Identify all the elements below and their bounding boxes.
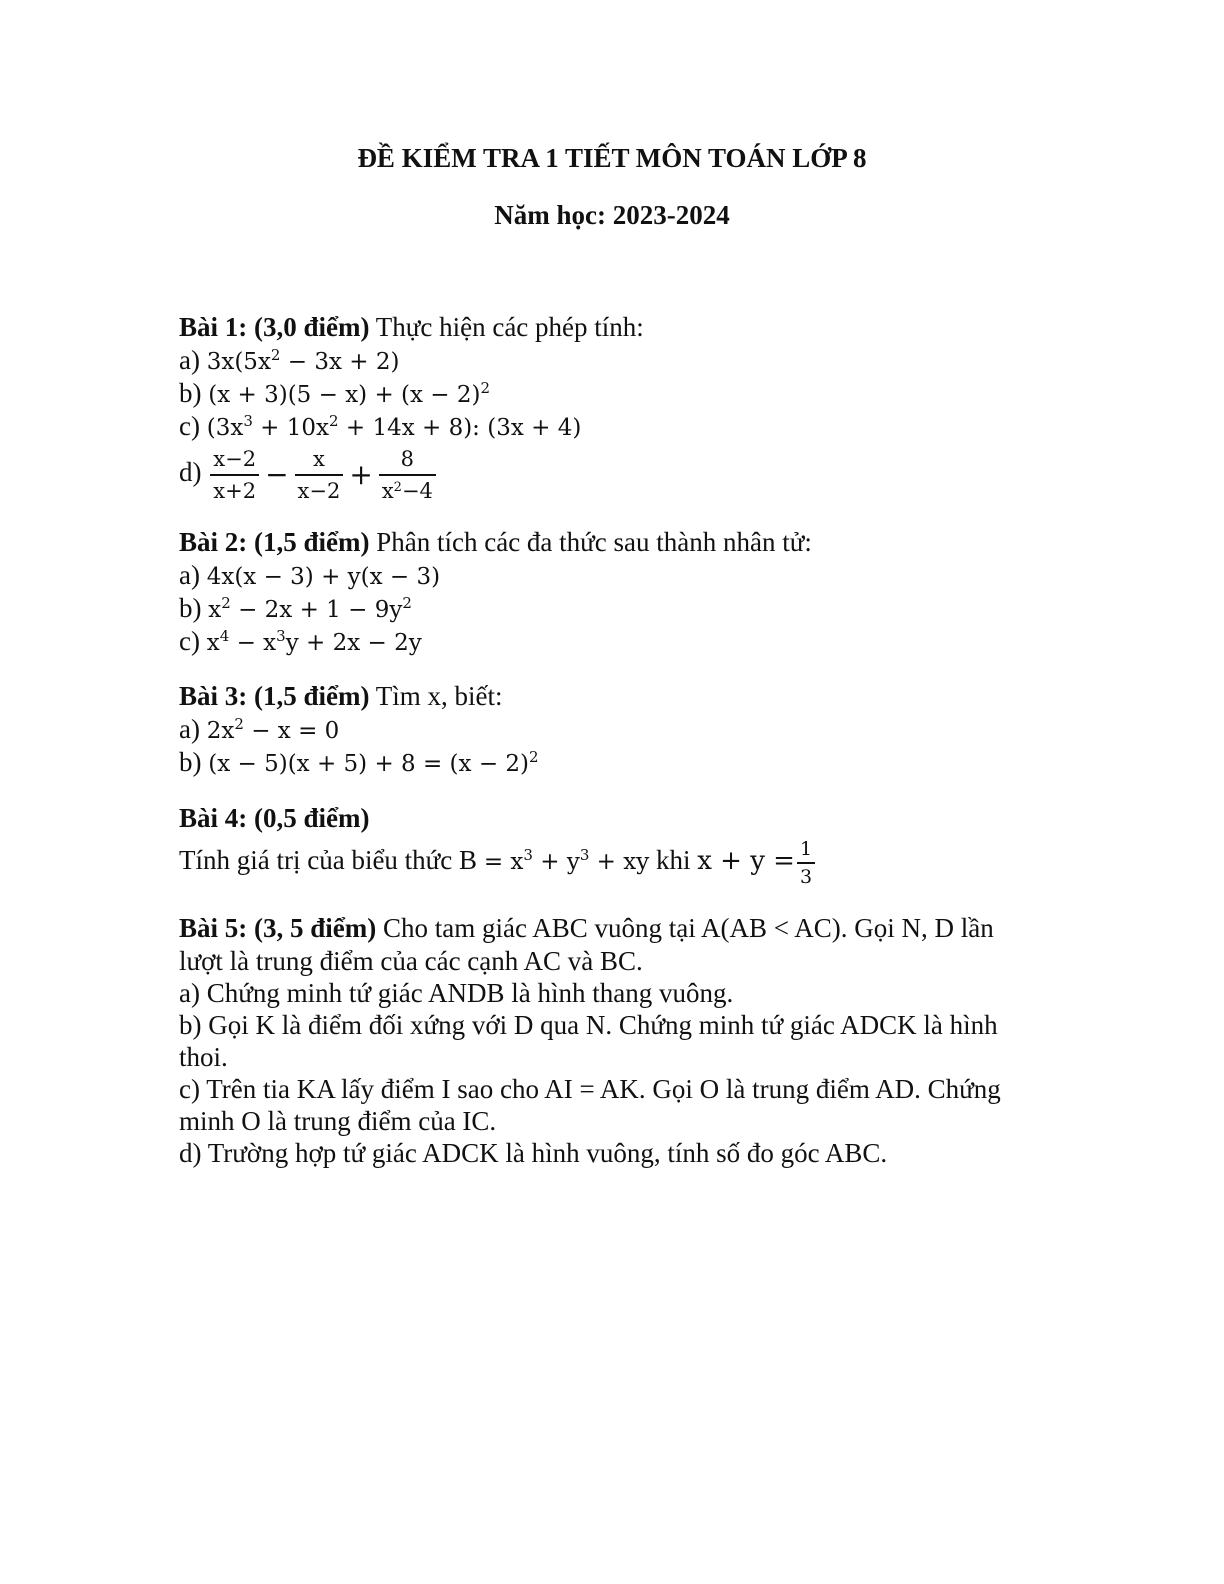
item-label: d) bbox=[179, 457, 209, 487]
bai5-item-b: b) Gọi K là điểm đối xứng với D qua N. Chứng minh tứ giác ADCK là hình bbox=[179, 1010, 998, 1040]
expression: $x^4 - x^3y + 2x - 2y$ bbox=[206, 627, 422, 656]
expression: $3x(5x^2 - 3x + 2)$ bbox=[206, 346, 400, 375]
bai5-score: (3, 5 điểm) bbox=[247, 913, 377, 943]
bai1-item-b bbox=[179, 377, 490, 411]
school-year: Năm học: 2023-2024 bbox=[494, 200, 730, 230]
expression: = $x^3 + y^3$ + xy bbox=[483, 846, 650, 875]
bai5-item-c: c) Trên tia KA lấy điểm I sao cho AI = AK. Gọi O là trung điểm AD. Chứng bbox=[179, 1074, 1001, 1104]
item-label: b) bbox=[179, 593, 209, 623]
fraction: $\frac{1}{3}$ bbox=[797, 838, 815, 888]
fraction: $\frac{x}{x-2}$ bbox=[295, 446, 344, 504]
expression: $(x - 5)(x + 5) + 8 = (x - 2)^2$ bbox=[208, 748, 539, 777]
bai1-item-c bbox=[179, 410, 581, 444]
bai3-heading-line bbox=[179, 680, 502, 712]
text: Tính giá trị của biểu thức B bbox=[179, 845, 484, 875]
text: khi bbox=[649, 845, 698, 875]
fraction: $\frac{8}{x^2-4}$ bbox=[379, 446, 436, 504]
item-label: c) bbox=[179, 626, 207, 656]
bai3-prompt: Tìm x, biết: bbox=[369, 681, 503, 711]
text: Cho tam giác ABC vuông tại A(AB < AC). Gọi N, D lần bbox=[376, 913, 994, 943]
fraction: $\frac{x-2}{x+2}$ bbox=[210, 446, 259, 504]
item-label: b) bbox=[179, 747, 209, 777]
expression: $x^2 - 2x + 1 - 9y^2$ bbox=[208, 594, 412, 623]
expression: $2x^2 - x = 0$ bbox=[206, 715, 340, 744]
item-label: b) bbox=[179, 378, 209, 408]
expression: $(x + 3)(5 - x) + (x - 2)^2$ bbox=[208, 379, 491, 408]
bai2-prompt: Phân tích các đa thức sau thành nhân tử: bbox=[369, 527, 812, 557]
plus-operator: + bbox=[349, 457, 373, 491]
bai5-item-c-cont: minh O là trung điểm của IC. bbox=[179, 1106, 497, 1136]
bai1-heading-line bbox=[179, 311, 644, 343]
item-label: a) bbox=[179, 345, 207, 375]
bai3-heading: Bài 3: (1,5 điểm) bbox=[179, 681, 370, 711]
bai2-item-b bbox=[179, 592, 412, 626]
item-label: a) bbox=[179, 560, 207, 590]
item-label: a) bbox=[179, 714, 207, 744]
bai1-prompt: Thực hiện các phép tính: bbox=[369, 312, 644, 342]
condition: x + y = bbox=[697, 846, 795, 876]
bai4-heading: Bài 4: (0,5 điểm) bbox=[179, 803, 370, 833]
expression: 4x(x − 3) + y(x − 3) bbox=[206, 564, 441, 590]
item-label: c) bbox=[179, 411, 207, 441]
bai2-item-c bbox=[179, 625, 422, 659]
bai2-heading-line bbox=[179, 526, 812, 558]
bai2-heading: Bài 2: (1,5 điểm) bbox=[179, 527, 370, 557]
bai4-text bbox=[179, 828, 817, 894]
bai1-heading: Bài 1: (3,0 điểm) bbox=[179, 312, 370, 342]
bai3-item-a bbox=[179, 713, 339, 747]
expression: $(3x^3 + 10x^2 + 14x + 8)$: (3x + 4) bbox=[206, 412, 582, 441]
bai2-item-a bbox=[179, 559, 440, 593]
bai5-heading: Bài 5: bbox=[179, 913, 248, 943]
bai5-item-a: a) Chứng minh tứ giác ANDB là hình thang vuông. bbox=[179, 978, 734, 1008]
bai1-item-a bbox=[179, 344, 399, 378]
bai5-line-2: lượt là trung điểm của các cạnh AC và BC. bbox=[179, 946, 643, 976]
bai5-item-d: d) Trường hợp tứ giác ADCK là hình vuông, tính số đo góc ABC. bbox=[179, 1138, 888, 1168]
bai5-item-b-cont: thoi. bbox=[179, 1042, 228, 1072]
bai3-item-b bbox=[179, 746, 539, 780]
exam-title: ĐỀ KIỂM TRA 1 TIẾT MÔN TOÁN LỚP 8 bbox=[357, 143, 867, 173]
bai1-item-d bbox=[179, 440, 438, 507]
minus-operator: − bbox=[265, 457, 289, 491]
bai5-line-1 bbox=[179, 912, 994, 944]
